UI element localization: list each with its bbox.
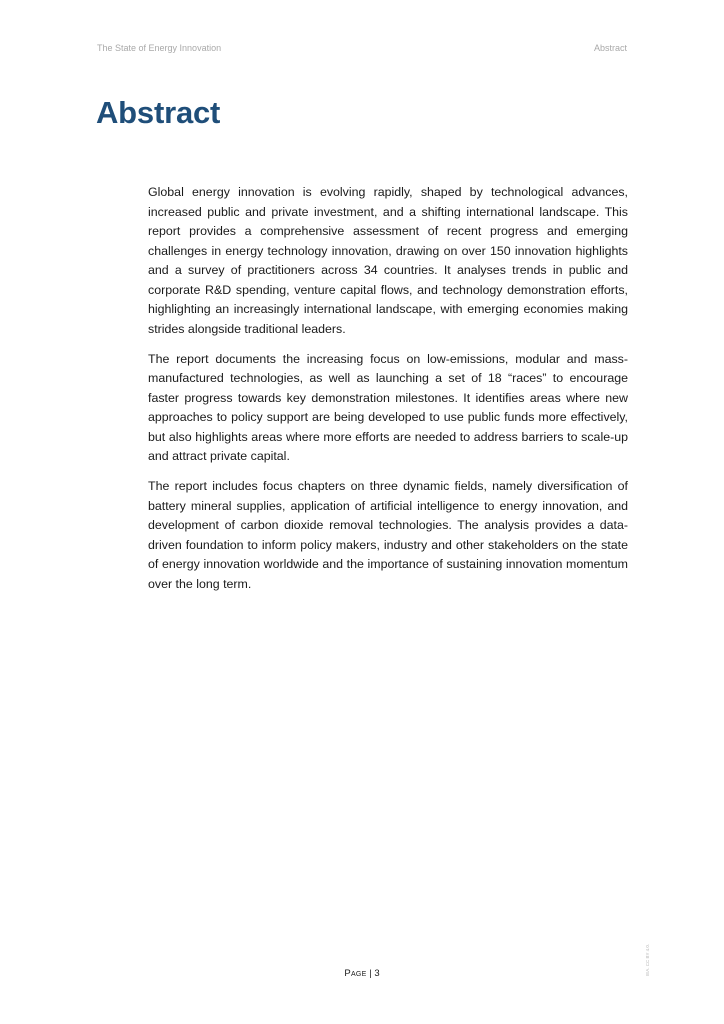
page-title: Abstract bbox=[96, 95, 221, 130]
page-separator: | bbox=[369, 968, 372, 979]
running-header-report-title: The State of Energy Innovation bbox=[97, 43, 222, 53]
page-footer bbox=[0, 968, 724, 979]
abstract-paragraph-3: The report includes focus chapters on three dynamic fields, namely diversification of battery mineral supplies, application of artificial intelligence to energy innovation, and development of carbon dioxide removal technologies. The analysis provides a data-driven foundation to inform policy makers, industry and other stakeholders on the state of energy innovation worldwide and the importance of sustaining innovation momentum over the long term. bbox=[148, 479, 628, 591]
page-number: 3 bbox=[374, 968, 380, 979]
abstract-paragraph-1: Global energy innovation is evolving rapidly, shaped by technological advances, increased public and private investment, and a shifting international landscape. This report provides a comprehensive assessment of recent progress and emerging challenges in energy technology innovation, drawing on over 150 innovation highlights and a survey of practitioners across 34 countries. It analyses trends in public and corporate R&D spending, venture capital flows, and technology demonstration efforts, highlighting an increasingly international landscape, with emerging economies making strides alongside traditional leaders. bbox=[148, 185, 628, 336]
running-header-section-name: Abstract bbox=[593, 43, 627, 53]
abstract-body bbox=[148, 183, 628, 605]
abstract-paragraph-2: The report documents the increasing focus on low-emissions, modular and mass-manufactured technologies, as well as launching a set of 18 “races” to encourage faster progress towards key demonstration milestones. It identifies areas where new approaches to policy support are being developed to use public funds more effectively, but also highlights areas where more efforts are needed to address barriers to scale-up and attract private capital. bbox=[148, 351, 628, 463]
license-note: IEA. CC BY 4.0. bbox=[645, 943, 650, 976]
page-label: Page bbox=[344, 968, 367, 979]
